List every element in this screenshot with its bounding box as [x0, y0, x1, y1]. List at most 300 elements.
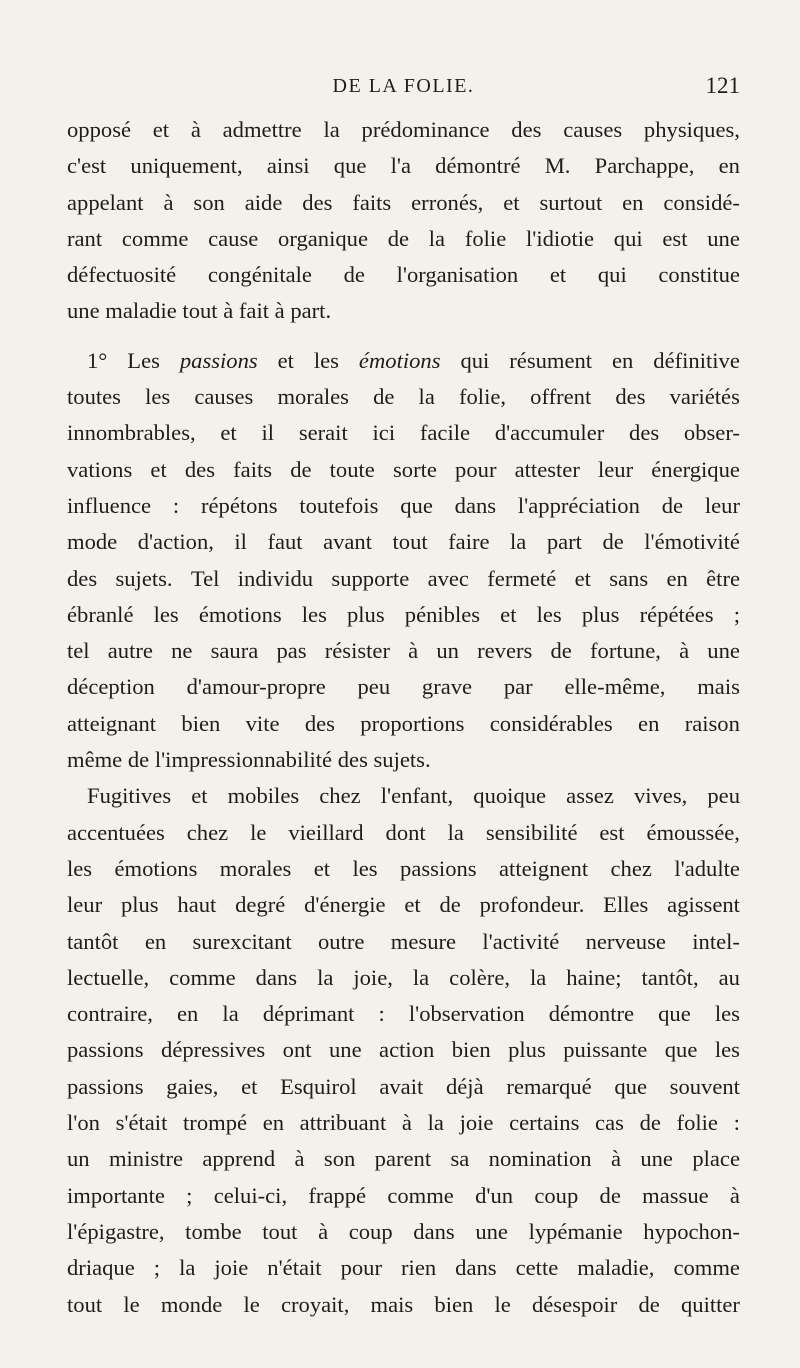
text-line	[67, 379, 740, 415]
word: ébranlé	[67, 601, 134, 627]
word: obser-	[683, 420, 740, 446]
word: part	[546, 529, 582, 555]
word: la	[418, 384, 435, 410]
word: trompé	[183, 1110, 248, 1136]
word: dépressives	[161, 1037, 266, 1063]
word: comme	[169, 964, 236, 990]
word: que	[333, 153, 367, 179]
word: fermeté	[487, 565, 557, 591]
word: importante	[67, 1182, 165, 1208]
text-line	[67, 488, 740, 524]
word: leur	[597, 456, 634, 482]
word: lectuelle,	[67, 964, 150, 990]
word: fortune,	[590, 638, 661, 664]
word: c'est	[67, 153, 107, 179]
word: coup	[348, 1218, 393, 1244]
word: chez	[319, 783, 361, 809]
word: quoique	[473, 783, 547, 809]
word: est	[662, 225, 688, 251]
word: comme	[673, 1255, 740, 1281]
word: la	[317, 964, 334, 990]
word: de	[661, 492, 684, 518]
word: quitter	[680, 1291, 740, 1317]
word: aide	[244, 189, 283, 215]
text-line	[67, 1214, 740, 1250]
text-line	[67, 148, 740, 184]
word: plus	[508, 1037, 546, 1063]
running-head	[67, 73, 740, 103]
word: sorte	[392, 456, 437, 482]
word: les	[313, 347, 339, 373]
text-line	[67, 1032, 740, 1068]
word: de	[387, 225, 410, 251]
word: comme	[387, 1182, 454, 1208]
italic-term: passions	[179, 347, 258, 373]
word: son	[193, 189, 225, 215]
word: apprend	[202, 1146, 276, 1172]
word: les	[301, 601, 327, 627]
word: une	[475, 1218, 508, 1244]
word: la	[428, 225, 446, 251]
word: qui	[613, 225, 643, 251]
word: peu	[707, 783, 740, 809]
body-text	[67, 112, 740, 1323]
word: vite	[245, 710, 280, 736]
text-line	[67, 1105, 740, 1141]
word: cause	[208, 225, 259, 251]
word: en	[177, 1001, 199, 1027]
word: par	[503, 674, 533, 700]
word: de	[602, 529, 624, 555]
word: joie,	[353, 964, 393, 990]
word: sans	[609, 565, 649, 591]
word: d'accumuler	[494, 420, 605, 446]
word: à	[729, 1182, 740, 1208]
word: passions	[67, 1073, 144, 1099]
text-line	[67, 996, 740, 1032]
word: déjà	[445, 1073, 484, 1099]
word: Les	[127, 347, 160, 373]
word: les	[67, 855, 93, 881]
word: la	[179, 1255, 196, 1281]
word: émotions	[114, 855, 198, 881]
word: souvent	[669, 1073, 740, 1099]
word: l'enfant,	[380, 783, 454, 809]
word: au	[718, 964, 740, 990]
word: son	[323, 1146, 356, 1172]
word: pour	[340, 1255, 382, 1281]
word: gaies,	[166, 1073, 219, 1099]
text-line	[67, 1178, 740, 1214]
text-line	[67, 924, 740, 960]
word: ;	[186, 1182, 193, 1208]
word: supporte	[331, 565, 410, 591]
word: offrent	[530, 384, 592, 410]
word: remarqué	[506, 1073, 592, 1099]
word: saura	[210, 638, 259, 664]
text-line	[67, 524, 740, 560]
word: profondeur.	[479, 892, 585, 918]
word: faut	[267, 529, 303, 555]
text-line	[67, 415, 740, 451]
word: désespoir	[531, 1291, 618, 1317]
word: joie	[214, 1255, 249, 1281]
word: définitive	[653, 347, 740, 373]
word: et	[500, 601, 517, 627]
word: résument	[509, 347, 593, 373]
word: colère,	[449, 964, 511, 990]
text-line	[67, 851, 740, 887]
word: la	[222, 1001, 239, 1027]
word: en	[144, 928, 167, 954]
word: répétées	[639, 601, 714, 627]
word: l'appréciation	[517, 492, 640, 518]
word: de	[639, 1110, 661, 1136]
word: peu	[357, 674, 391, 700]
word: ont	[282, 1037, 312, 1063]
word: constitue	[658, 262, 740, 288]
word: cas	[595, 1110, 624, 1136]
word: plus	[120, 892, 159, 918]
word: Tel	[190, 565, 220, 591]
word: l'on	[67, 1110, 100, 1136]
word: folie,	[458, 384, 507, 410]
word: les	[536, 601, 562, 627]
word: chez	[186, 819, 229, 845]
word: bien	[181, 710, 221, 736]
word: intel-	[692, 928, 740, 954]
word: et	[150, 456, 167, 482]
page-number: 121	[705, 73, 740, 98]
word: frappé	[308, 1182, 367, 1208]
word: et	[152, 117, 170, 142]
word: que	[400, 492, 433, 518]
word: sa	[450, 1146, 470, 1172]
word: un	[436, 638, 459, 664]
word: Fugitives	[87, 783, 172, 809]
word: d'énergie	[304, 892, 386, 918]
word: elle-même,	[564, 674, 666, 700]
word: organique	[278, 225, 368, 251]
word: à	[190, 117, 201, 142]
word: considé-	[663, 189, 740, 215]
word: accentuées	[67, 819, 165, 845]
word: opposé	[67, 117, 132, 142]
word: attester	[514, 456, 580, 482]
word: revers	[477, 638, 533, 664]
word: en	[612, 347, 634, 373]
word: atteignent	[499, 855, 589, 881]
word: serait	[298, 420, 348, 446]
word: d'action,	[137, 529, 214, 555]
word: :	[378, 1001, 385, 1027]
word: ne	[171, 638, 193, 664]
word: 1°	[87, 347, 108, 373]
word: faits	[233, 456, 273, 482]
word: à	[294, 1146, 305, 1172]
word: de	[638, 1291, 660, 1317]
text-line	[67, 960, 740, 996]
word: folie	[464, 225, 507, 251]
word: toute	[329, 456, 375, 482]
text-line-with-italics	[67, 343, 740, 379]
word: congénitale	[207, 262, 312, 288]
word: tantôt,	[641, 964, 699, 990]
word: individu	[237, 565, 314, 591]
word: avec	[427, 565, 469, 591]
text-line	[67, 561, 740, 597]
text-line	[67, 257, 740, 293]
word: des	[304, 710, 335, 736]
word: des	[629, 420, 660, 446]
word: pénibles	[404, 601, 481, 627]
word: folie	[676, 1110, 718, 1136]
word: en	[666, 565, 688, 591]
word: dans	[454, 492, 497, 518]
word: Esquirol	[280, 1073, 357, 1099]
word: morales	[219, 855, 292, 881]
word: et	[220, 420, 237, 446]
word: qui	[460, 347, 490, 373]
word: l'émotivité	[644, 529, 740, 555]
word: tout	[392, 529, 428, 555]
word: place	[692, 1146, 740, 1172]
word: mesure	[390, 928, 457, 954]
word: parent	[374, 1146, 432, 1172]
word: attribuant	[299, 1110, 387, 1136]
word: en	[622, 189, 644, 215]
word: à	[401, 1110, 412, 1136]
word: tout	[262, 1218, 298, 1244]
word: la	[427, 1110, 444, 1136]
text-line	[67, 887, 740, 923]
text-line	[67, 452, 740, 488]
word: grave	[421, 674, 473, 700]
word: que	[664, 1037, 698, 1063]
word: de	[599, 1182, 621, 1208]
word: appelant	[67, 189, 144, 215]
word: des	[615, 384, 646, 410]
word: démontré	[435, 153, 521, 179]
word: des	[511, 117, 542, 142]
word: tombe	[185, 1218, 242, 1244]
word: cette	[515, 1255, 559, 1281]
word: il	[261, 420, 275, 446]
word: driaque	[67, 1255, 135, 1281]
word: la	[412, 964, 430, 990]
word: défectuosité	[67, 262, 177, 288]
word: certains	[509, 1110, 580, 1136]
word: la	[510, 529, 527, 555]
word: rien	[401, 1255, 437, 1281]
word: chez	[610, 855, 652, 881]
word: dont	[385, 819, 426, 845]
word: outre	[318, 928, 365, 954]
word: et	[549, 262, 567, 288]
word: vations	[67, 456, 133, 482]
word: M.	[544, 153, 571, 179]
word: dans	[255, 964, 298, 990]
text-line	[67, 185, 740, 221]
word: surtout	[539, 189, 603, 215]
word: la	[530, 964, 547, 990]
word: physiques,	[643, 117, 740, 142]
word: en	[638, 710, 660, 736]
word: énergique	[651, 456, 740, 482]
word: faire	[448, 529, 490, 555]
word: les	[352, 855, 378, 881]
word: nomination	[488, 1146, 592, 1172]
word: nerveuse	[585, 928, 666, 954]
word: atteignant	[67, 710, 157, 736]
word: ;	[733, 601, 740, 627]
text-line	[67, 633, 740, 669]
text-line	[67, 1250, 740, 1286]
word: de	[439, 892, 461, 918]
word: et	[404, 892, 421, 918]
word: tel	[67, 638, 90, 664]
text-line: une maladie tout à fait à part.	[67, 298, 332, 324]
word: mais	[370, 1291, 414, 1317]
word: vives,	[633, 783, 688, 809]
word: sujets.	[115, 565, 173, 591]
word: ici	[372, 420, 396, 446]
word: croyait,	[280, 1291, 350, 1317]
word: émoussée,	[646, 819, 740, 845]
word: plus	[346, 601, 385, 627]
word: haut	[177, 892, 217, 918]
word: il	[234, 529, 247, 555]
word: variétés	[669, 384, 740, 410]
word: démontre	[548, 1001, 635, 1027]
paragraph-gap	[67, 330, 740, 343]
word: la	[447, 819, 464, 845]
word: faits	[352, 189, 392, 215]
word: et	[313, 855, 331, 881]
word: pour	[455, 456, 497, 482]
word: agissent	[667, 892, 740, 918]
word: des	[302, 189, 333, 215]
word: uniquement,	[130, 153, 243, 179]
word: raison	[684, 710, 740, 736]
text-line	[67, 597, 740, 633]
word: et	[241, 1073, 258, 1099]
text-line	[67, 815, 740, 851]
word: être	[706, 565, 740, 591]
text-line	[67, 221, 740, 257]
word: le	[243, 1291, 260, 1317]
word: puissante	[563, 1037, 648, 1063]
word: l'idiotie	[525, 225, 595, 251]
word: une	[328, 1037, 362, 1063]
word: en	[262, 1110, 285, 1136]
word: passions	[67, 1037, 144, 1063]
word: action	[379, 1037, 435, 1063]
word: de	[373, 384, 395, 410]
word: admettre	[222, 117, 302, 142]
word: l'a	[390, 153, 411, 179]
text-line	[67, 706, 740, 742]
word: le	[494, 1291, 511, 1317]
text-line	[67, 1069, 740, 1105]
word: une	[707, 225, 740, 251]
word: autre	[107, 638, 153, 664]
word: mode	[67, 529, 118, 555]
word: à	[163, 189, 174, 215]
word: à	[679, 638, 690, 664]
word: bien	[451, 1037, 491, 1063]
word: l'organisation	[396, 262, 519, 288]
word: la	[323, 117, 340, 142]
word: assez	[566, 783, 614, 809]
word: prédominance	[361, 117, 490, 142]
word: erronés,	[411, 189, 484, 215]
word: à	[610, 1146, 621, 1172]
word: considérables	[489, 710, 613, 736]
word: ministre	[108, 1146, 184, 1172]
word: maladie,	[577, 1255, 655, 1281]
word: haine;	[566, 964, 622, 990]
word: causes	[194, 384, 254, 410]
word: ainsi	[266, 153, 310, 179]
word: causes	[563, 117, 623, 142]
word: mobiles	[227, 783, 300, 809]
word: avant	[323, 529, 373, 555]
italic-term: émotions	[358, 347, 441, 373]
word: qui	[597, 262, 627, 288]
word: joie	[459, 1110, 494, 1136]
word: monde	[160, 1291, 223, 1317]
word: leur	[704, 492, 740, 518]
word: et	[503, 189, 520, 215]
word: l'adulte	[674, 855, 740, 881]
word: Parchappe,	[594, 153, 695, 179]
word: le	[250, 819, 267, 845]
word: résister	[324, 638, 390, 664]
word: toutefois	[299, 492, 379, 518]
word: à	[408, 638, 419, 664]
word: une	[640, 1146, 673, 1172]
word: dans	[455, 1255, 497, 1281]
word: déception	[67, 674, 155, 700]
word: d'un	[475, 1182, 514, 1208]
word: leur	[67, 892, 103, 918]
text-line	[67, 778, 740, 814]
word: des	[184, 456, 215, 482]
word: ;	[153, 1255, 161, 1281]
word: est	[599, 819, 625, 845]
word: une	[707, 638, 740, 664]
word: émotions	[198, 601, 282, 627]
word: un	[67, 1146, 90, 1172]
word: degré	[235, 892, 286, 918]
word: :	[733, 1110, 740, 1136]
word: n'était	[267, 1255, 322, 1281]
word: contraire,	[67, 1001, 153, 1027]
word: et	[277, 347, 294, 373]
word: de	[550, 638, 572, 664]
word: et	[574, 565, 591, 591]
word: rant	[67, 225, 103, 251]
word: les	[145, 384, 171, 410]
word: proportions	[360, 710, 465, 736]
word: bien	[434, 1291, 474, 1317]
word: les	[153, 601, 179, 627]
word: répétons	[200, 492, 278, 518]
word: innombrables,	[67, 420, 196, 446]
word: toutes	[67, 384, 121, 410]
word: l'activité	[482, 928, 560, 954]
